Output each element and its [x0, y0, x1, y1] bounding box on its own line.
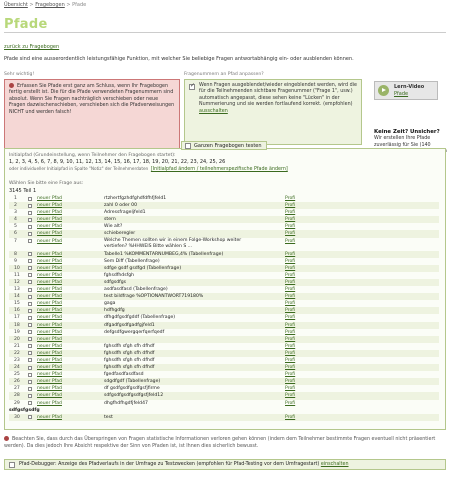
question-text: fghsdfh sfgh sfh dfhdf — [104, 357, 155, 363]
order-label: Initialpfad (Grundeinstellung, wenn Teilnehmer den Fragebogen startet): — [9, 153, 176, 158]
question-select[interactable] — [28, 394, 32, 398]
play-icon — [378, 85, 389, 96]
question-number: 18 — [14, 322, 20, 328]
profi-link[interactable]: Profi — [285, 315, 296, 321]
profi-link[interactable]: Profi — [285, 393, 296, 399]
question-select[interactable] — [28, 288, 32, 292]
question-text: df gsdfgsdfgsdfgsfjfirme — [104, 386, 160, 392]
test-survey-label: Ganzen Fragebogen testen — [194, 143, 262, 149]
question-row — [9, 371, 439, 378]
profi-link[interactable]: Profi — [285, 258, 296, 264]
auto-adjust-label: Fragenummern an Pfad anpassen? — [184, 72, 264, 77]
new-path-link[interactable]: neuer Pfad — [37, 336, 62, 342]
profi-link[interactable]: Profi — [285, 414, 296, 420]
debugger-box — [4, 459, 446, 470]
info-icon — [4, 436, 9, 441]
question-row — [9, 364, 439, 371]
footer-note-text: Beachten Sie, dass durch das Überspringen von Fragen statistische Informationen verloren gehen können (indem dem Teilnehmer bestimmte Fragen eventuell nicht präsentiert werden). Da dies jedoch Ihre Absicht respektive der Sinn von Pfaden ist, ist Ihnen dies sicherlich bewusst. — [4, 437, 436, 449]
question-row — [9, 279, 439, 286]
profi-link[interactable]: Profi — [285, 372, 296, 378]
debugger-enable-link[interactable]: einschalten — [320, 462, 349, 467]
question-select[interactable] — [28, 259, 32, 263]
question-row — [9, 300, 439, 307]
new-path-link[interactable]: neuer Pfad — [37, 350, 62, 356]
question-text: Adressfrageljfeld1 — [104, 210, 146, 216]
auto-adjust-text: Wenn Fragen ausgeblendet/wieder eingeblendet werden, wird die für die Teilnehmenden sichtbare Fragenummer ("Frage 1", usw.) automatisch angepasst, diese sehen keine "Lücken" in der Nummerierung und sie werden fortlaufend korrekt. (empfohlen) — [199, 83, 357, 108]
question-text: sdfgsdfgsdfgsdfgsfjfeld12 — [104, 393, 164, 399]
question-text: sdfgsdfgs — [104, 279, 127, 285]
profi-link[interactable]: Profi — [285, 272, 296, 278]
select-label: Wählen Sie bitte eine Frage aus: — [9, 181, 84, 186]
question-number: 30 — [14, 414, 20, 420]
profi-link[interactable]: Profi — [285, 343, 296, 349]
profi-link[interactable]: Profi — [285, 203, 296, 209]
question-select[interactable] — [28, 330, 32, 334]
question-number: 1 — [14, 196, 17, 201]
breadcrumb-separator: > — [64, 2, 73, 8]
back-link[interactable]: zurück zu Fragebogen — [4, 44, 60, 50]
profi-link[interactable]: Profi — [285, 357, 296, 363]
question-number: 7 — [14, 238, 17, 244]
question-text: dfgadfgsdfgadfgjfeld1 — [104, 322, 155, 328]
new-path-link[interactable]: neuer Pfad — [37, 294, 62, 300]
new-path-link[interactable]: neuer Pfad — [37, 224, 62, 230]
question-select[interactable] — [28, 309, 32, 313]
profi-link[interactable]: Profi — [285, 365, 296, 371]
breadcrumb-uebersicht[interactable]: Übersicht — [4, 2, 28, 8]
new-path-link[interactable]: neuer Pfad — [37, 251, 62, 257]
warning-box — [4, 79, 180, 159]
order-note: oder individueller Initialpfad in Spalte "Notiz" der Teilnehmerdaten — [9, 166, 149, 171]
video-box[interactable] — [374, 81, 438, 100]
question-text: test bildfrage %OPTIONANTWORT719180% — [104, 294, 204, 300]
profi-link[interactable]: Profi — [285, 238, 296, 244]
question-select[interactable] — [28, 211, 32, 215]
breadcrumb-separator: > — [27, 2, 36, 8]
question-select[interactable] — [28, 344, 32, 348]
path-panel — [4, 148, 446, 430]
question-text: fghsdfhdsfgh — [104, 272, 135, 278]
new-path-link[interactable]: neuer Pfad — [37, 315, 62, 321]
question-select[interactable] — [28, 415, 32, 419]
question-row — [9, 223, 439, 230]
order-sequence: 1, 2, 3, 4, 5, 6, 7, 8, 9, 10, 11, 12, 13, 14, 15, 16, 17, 18, 19, 20, 21, 22, 23, 24, 25, 26 — [9, 159, 226, 165]
question-select[interactable] — [28, 337, 32, 341]
new-path-link[interactable]: neuer Pfad — [37, 287, 62, 293]
page-title: Pfade — [4, 17, 48, 32]
order-change-link[interactable]: [Initialpfad ändern / teilnehmerspezifische Pfade ändern] — [150, 167, 288, 172]
question-select[interactable] — [28, 316, 32, 320]
profi-link[interactable]: Profi — [285, 294, 296, 300]
question-text: Tabelle1 %KOMMENTARNUMBEG,4% (Tabellenfrage) — [104, 251, 224, 257]
question-number: 6 — [14, 231, 17, 237]
question-number: 19 — [14, 329, 20, 335]
new-path-link[interactable]: neuer Pfad — [37, 365, 62, 371]
new-path-link[interactable]: neuer Pfad — [37, 329, 62, 335]
video-title: Lern-Video — [394, 84, 425, 90]
question-number: 29 — [14, 400, 20, 406]
debugger-checkbox[interactable] — [9, 462, 15, 468]
question-number: 26 — [14, 379, 20, 385]
question-text: zahl 0 oder 00 — [104, 203, 138, 209]
profi-link[interactable]: Profi — [285, 308, 296, 314]
question-text: fghsdfh sfgh sfh dfhdf — [104, 350, 155, 356]
order-note-row — [9, 166, 288, 172]
question-select[interactable] — [28, 266, 32, 270]
question-select[interactable] — [28, 204, 32, 208]
question-row — [9, 195, 439, 202]
debugger-text: Pfad-Debugger: Anzeige des Pfadverlaufs in der Umfrage zu Testzwecken (empfohlen für Pfad-Testing vor dem Umfragestart) — [19, 462, 320, 467]
question-select[interactable] — [28, 218, 32, 222]
question-number: 12 — [14, 279, 20, 285]
question-select[interactable] — [28, 295, 32, 299]
question-text: fgedfasdfasdfasd — [104, 372, 144, 378]
question-select[interactable] — [28, 380, 32, 384]
new-path-link[interactable]: neuer Pfad — [37, 272, 62, 278]
new-path-link[interactable]: neuer Pfad — [37, 279, 62, 285]
question-row — [9, 293, 439, 300]
question-row — [9, 357, 439, 364]
profi-link[interactable]: Profi — [285, 196, 296, 201]
question-number: 16 — [14, 308, 20, 314]
question-select[interactable] — [28, 366, 32, 370]
question-number: 3 — [14, 210, 17, 216]
question-row — [9, 202, 439, 209]
profi-link[interactable]: Profi — [285, 379, 296, 385]
question-row — [9, 385, 439, 392]
auto-adjust-off-link[interactable]: ausschalten — [199, 108, 228, 114]
question-row — [9, 336, 439, 343]
profi-link[interactable]: Profi — [285, 279, 296, 285]
question-row — [9, 272, 439, 279]
new-path-link[interactable]: neuer Pfad — [37, 414, 62, 420]
question-select[interactable] — [28, 358, 32, 362]
question-number: 14 — [14, 294, 20, 300]
new-path-link[interactable]: neuer Pfad — [37, 196, 62, 201]
new-path-link[interactable]: neuer Pfad — [37, 238, 62, 244]
question-select[interactable] — [28, 351, 32, 355]
question-select[interactable] — [28, 239, 32, 243]
new-path-link[interactable]: neuer Pfad — [37, 258, 62, 264]
question-text: stern — [104, 217, 116, 223]
question-text: Welche Themen sollten wir in einem Folge-Workshop weiter vertiefen? %HHWEIS Bitte wählen S ... — [104, 238, 242, 250]
group-label: 3145 Teil 1 — [9, 188, 37, 194]
question-number: 5 — [14, 224, 17, 230]
video-link[interactable]: Pfade — [394, 91, 409, 97]
profi-link[interactable]: Profi — [285, 350, 296, 356]
breadcrumb — [4, 2, 86, 8]
question-row — [9, 230, 439, 237]
question-number: 27 — [14, 386, 20, 392]
question-row — [9, 314, 439, 321]
new-path-link[interactable]: neuer Pfad — [37, 322, 62, 328]
question-text: dhgfhdfhgdfjfeld47 — [104, 400, 148, 406]
question-number: 17 — [14, 315, 20, 321]
question-list — [9, 195, 439, 421]
question-number: 28 — [14, 393, 20, 399]
warning-label: Sehr wichtig! — [4, 72, 35, 77]
new-path-link[interactable]: neuer Pfad — [37, 308, 62, 314]
question-select[interactable] — [28, 387, 32, 391]
question-row — [9, 286, 439, 293]
question-row — [9, 350, 439, 357]
new-path-link[interactable]: neuer Pfad — [37, 217, 62, 223]
question-select[interactable] — [28, 373, 32, 377]
question-text: sdfge gsdf gsdfgd (Tabellenfrage) — [104, 265, 182, 271]
question-number: 8 — [14, 251, 17, 257]
question-number: 22 — [14, 350, 20, 356]
profi-link[interactable]: Profi — [285, 210, 296, 216]
profi-link[interactable]: Profi — [285, 322, 296, 328]
question-number: 15 — [14, 301, 20, 307]
question-row — [9, 216, 439, 223]
question-number: 9 — [14, 258, 17, 264]
profi-link[interactable]: Profi — [285, 336, 296, 342]
question-text: asdfasdfasd (Tabellenfrage) — [104, 287, 168, 293]
question-row — [9, 251, 439, 258]
auto-adjust-checkbox[interactable] — [189, 84, 195, 90]
profi-link[interactable]: Profi — [285, 287, 296, 293]
group-heading: sdfgsfgsdfg — [9, 407, 40, 413]
title-divider — [4, 32, 446, 33]
profi-link[interactable]: Profi — [285, 301, 296, 307]
new-path-link[interactable]: neuer Pfad — [37, 357, 62, 363]
question-text: gaga — [104, 301, 116, 307]
question-row — [9, 209, 439, 216]
question-text: fghsdfh sfgh sfh dfhdf — [104, 343, 155, 349]
question-text: fghsdfh sfgh sfh dfhdf — [104, 365, 155, 371]
intro-text: Pfade sind eine ausserordentlich leistungsfähige Funktion, mit welcher Sie beliebige Fragen antwortabhängig ein- oder ausblenden können. — [4, 56, 354, 62]
new-path-link[interactable]: neuer Pfad — [37, 210, 62, 216]
new-path-link[interactable]: neuer Pfad — [37, 265, 62, 271]
question-text: defgsdfgwergqerfqerfqedf — [104, 329, 165, 335]
warning-icon — [9, 83, 14, 88]
service-title: Keine Zeit? Unsicher? — [374, 129, 440, 135]
new-path-link[interactable]: neuer Pfad — [37, 386, 62, 392]
question-select[interactable] — [28, 252, 32, 256]
question-select[interactable] — [28, 401, 32, 405]
question-row — [9, 329, 439, 336]
question-select[interactable] — [28, 280, 32, 284]
question-row — [9, 400, 439, 407]
new-path-link[interactable]: neuer Pfad — [37, 372, 62, 378]
profi-link[interactable]: Profi — [285, 265, 296, 271]
profi-link[interactable]: Profi — [285, 400, 296, 406]
warning-text: Erfassen Sie Pfade erst ganz am Schluss, wenn Ihr Fragebogen fertig erstellt ist. Die für die Pfade verwendeten Fragenummern sind absolut. Wenn Sie Fragen nachträglich verschieben oder neue Fragen dazwischenschieben, verschieben sich die Pfadverweisungen NICHT und werden falsch! — [9, 84, 175, 115]
question-text: dfhgdfgsdfgddf (Tabellenfrage) — [104, 315, 176, 321]
question-select[interactable] — [28, 232, 32, 236]
new-path-link[interactable]: neuer Pfad — [37, 301, 62, 307]
question-text: test — [104, 414, 113, 420]
question-row — [9, 307, 439, 314]
new-path-link[interactable]: neuer Pfad — [37, 231, 62, 237]
profi-link[interactable]: Profi — [285, 224, 296, 230]
breadcrumb-pfade: Pfade — [72, 2, 87, 8]
question-number: 10 — [14, 265, 20, 271]
profi-link[interactable]: Profi — [285, 329, 296, 335]
question-number: 4 — [14, 217, 17, 223]
new-path-link[interactable]: neuer Pfad — [37, 203, 62, 209]
question-text: schieberegler — [104, 231, 136, 237]
new-path-link[interactable]: neuer Pfad — [37, 343, 62, 349]
question-number: 11 — [14, 272, 20, 278]
new-path-link[interactable]: neuer Pfad — [37, 400, 62, 406]
question-select[interactable] — [28, 225, 32, 229]
profi-link[interactable]: Profi — [285, 251, 296, 257]
footer-note — [4, 436, 446, 450]
question-select[interactable] — [28, 302, 32, 306]
test-survey-button[interactable] — [181, 141, 267, 150]
question-select[interactable] — [28, 197, 32, 201]
auto-adjust-box — [184, 79, 362, 145]
new-path-link[interactable]: neuer Pfad — [37, 393, 62, 399]
question-row — [9, 378, 439, 385]
question-row — [9, 265, 439, 272]
profi-link[interactable]: Profi — [285, 386, 296, 392]
question-row — [9, 322, 439, 329]
question-text: Sem Diff (Tabellenfrage) — [104, 258, 160, 264]
profi-link[interactable]: Profi — [285, 217, 296, 223]
breadcrumb-fragebogen[interactable]: Fragebogen — [35, 2, 65, 8]
question-number: 24 — [14, 365, 20, 371]
question-number: 21 — [14, 343, 20, 349]
question-row — [9, 258, 439, 265]
question-number: 23 — [14, 357, 20, 363]
question-number: 13 — [14, 287, 20, 293]
question-text: hdfhgdfg — [104, 308, 125, 314]
question-number: 25 — [14, 372, 20, 378]
service-text: Wir erstellen Ihre Pfade zuverlässig für Sie (140 — [374, 136, 431, 148]
question-row — [9, 414, 439, 421]
question-row — [9, 238, 439, 251]
question-text: sdgdfgdf (Tabellenfrage) — [104, 379, 161, 385]
new-path-link[interactable]: neuer Pfad — [37, 379, 62, 385]
question-row — [9, 392, 439, 399]
question-select[interactable] — [28, 273, 32, 277]
profi-link[interactable]: Profi — [285, 231, 296, 237]
question-text: rtzhertfgzhdfghdfdfhfjfeld1 — [104, 196, 167, 201]
question-text: Wie alt? — [104, 224, 123, 230]
question-number: 2 — [14, 203, 17, 209]
question-number: 20 — [14, 336, 20, 342]
question-select[interactable] — [28, 323, 32, 327]
question-row — [9, 343, 439, 350]
checkbox-icon — [185, 143, 191, 149]
